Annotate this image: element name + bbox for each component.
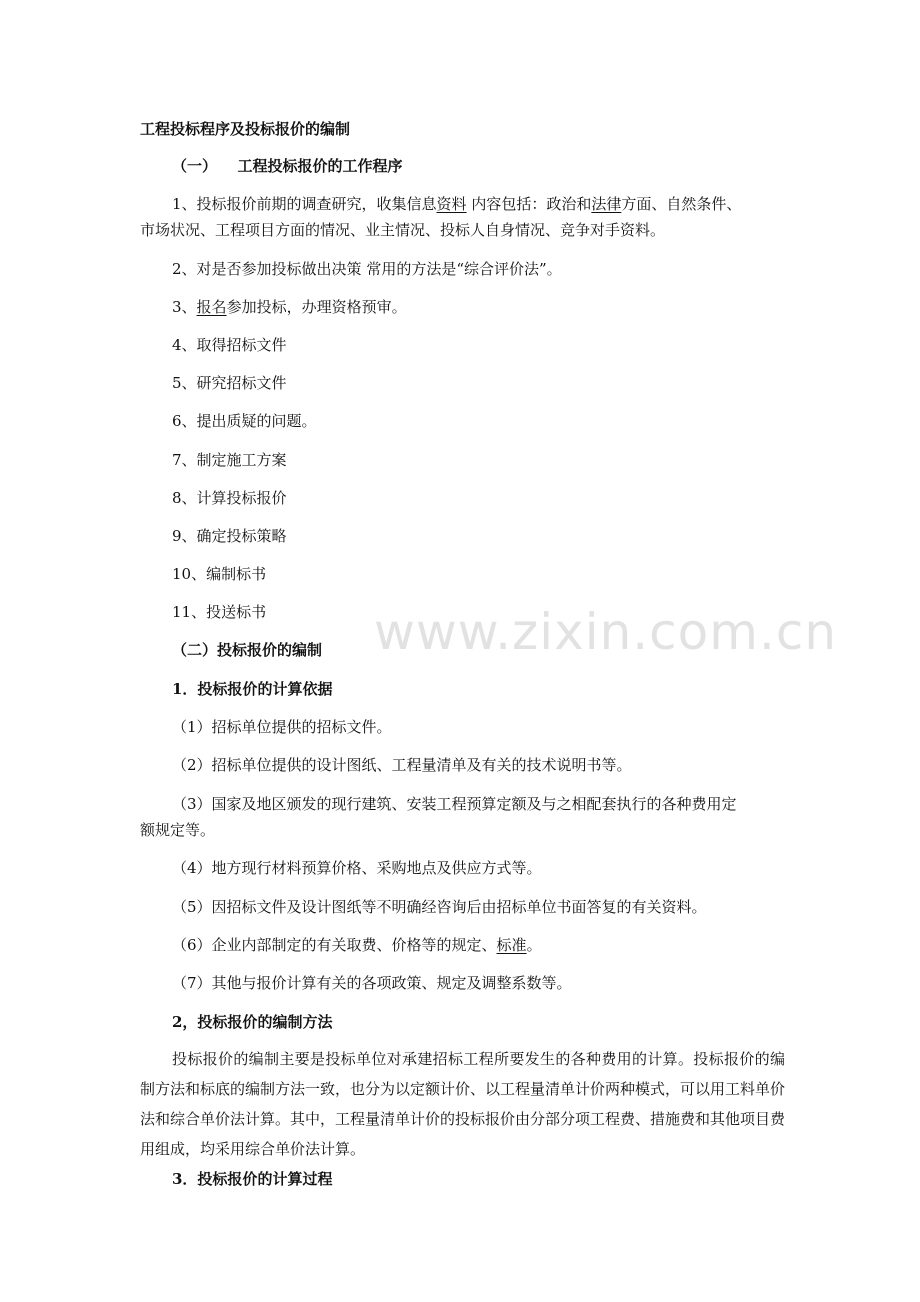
link-ziliao[interactable]: 资料 (436, 195, 467, 213)
method-paragraph: 投标报价的编制主要是投标单位对承建招标工程所要发生的各种费用的计算。投标报价的编制方法和标底的编制方法一致，也分为以定额计价、以工程量清单计价两种模式，可以用工料单价法和综合单价法计算。其中，工程量清单计价的投标报价由分部分项工程费、措施费和其他项目费用组成，均采用综合单价法计算。 (140, 1050, 786, 1158)
list-item-2: 2、对是否参加投标做出决策 常用的方法是“综合评价法”。 (172, 260, 562, 278)
subheading-method: 2，投标报价的编制方法 (172, 1013, 333, 1031)
list-item-1 (172, 193, 741, 215)
section2-heading: （二）投标报价的编制 (172, 641, 323, 659)
section1-heading-text: 工程投标报价的工作程序 (237, 157, 403, 175)
list-item-text: 。 (526, 936, 542, 954)
link-baoming[interactable]: 报名 (196, 298, 227, 316)
list-item-3 (172, 296, 407, 318)
list-item-text: （6）企业内部制定的有关取费、价格等的规定、 (172, 936, 497, 954)
document-title: 工程投标程序及投标报价的编制 (140, 120, 351, 138)
link-falv[interactable]: 法律 (591, 195, 622, 213)
basis-item-3: （3）国家及地区颁发的现行建筑、安装工程预算定额及与之相配套执行的各种费用定 (172, 795, 737, 813)
list-item-text: 方面、自然条件、 (621, 195, 742, 213)
subheading-calculation-basis: 1．投标报价的计算依据 (172, 680, 333, 698)
list-item-7: 7、制定施工方案 (172, 451, 287, 469)
list-item-text: 参加投标，办理资格预审。 (226, 298, 407, 316)
list-item-5: 5、研究招标文件 (172, 374, 287, 392)
list-item-text: 1、投标报价前期的调查研究，收集信息 (172, 195, 437, 213)
basis-item-4: （4）地方现行材料预算价格、采购地点及供应方式等。 (172, 859, 542, 877)
list-item-9: 9、确定投标策略 (172, 527, 287, 545)
list-item-1-continued: 市场状况、工程项目方面的情况、业主情况、投标人自身情况、竞争对手资料。 (140, 221, 666, 239)
section1-heading (172, 155, 403, 177)
list-item-4: 4、取得招标文件 (172, 336, 287, 354)
watermark-text: www.zixin.com.cn (374, 603, 838, 661)
list-item-6: 6、提出质疑的问题。 (172, 412, 317, 430)
list-item-text: 内容包括：政治和 (466, 195, 592, 213)
list-item-11: 11、投送标书 (172, 603, 267, 621)
list-item-10: 10、编制标书 (172, 565, 267, 583)
basis-item-7: （7）其他与报价计算有关的各项政策、规定及调整系数等。 (172, 974, 572, 992)
list-item-8: 8、计算投标报价 (172, 489, 287, 507)
basis-item-3-continued: 额规定等。 (140, 821, 216, 839)
section1-heading-number: （一） (172, 157, 218, 175)
basis-item-5: （5）因招标文件及设计图纸等不明确经咨询后由招标单位书面答复的有关资料。 (172, 898, 707, 916)
basis-item-6 (172, 934, 542, 956)
basis-item-2: （2）招标单位提供的设计图纸、工程量清单及有关的技术说明书等。 (172, 756, 632, 774)
link-biaozhun[interactable]: 标准 (496, 936, 527, 954)
list-item-text: 3、 (172, 298, 197, 316)
subheading-calculation-process: 3．投标报价的计算过程 (172, 1170, 333, 1188)
basis-item-1: （1）招标单位提供的招标文件。 (172, 718, 392, 736)
